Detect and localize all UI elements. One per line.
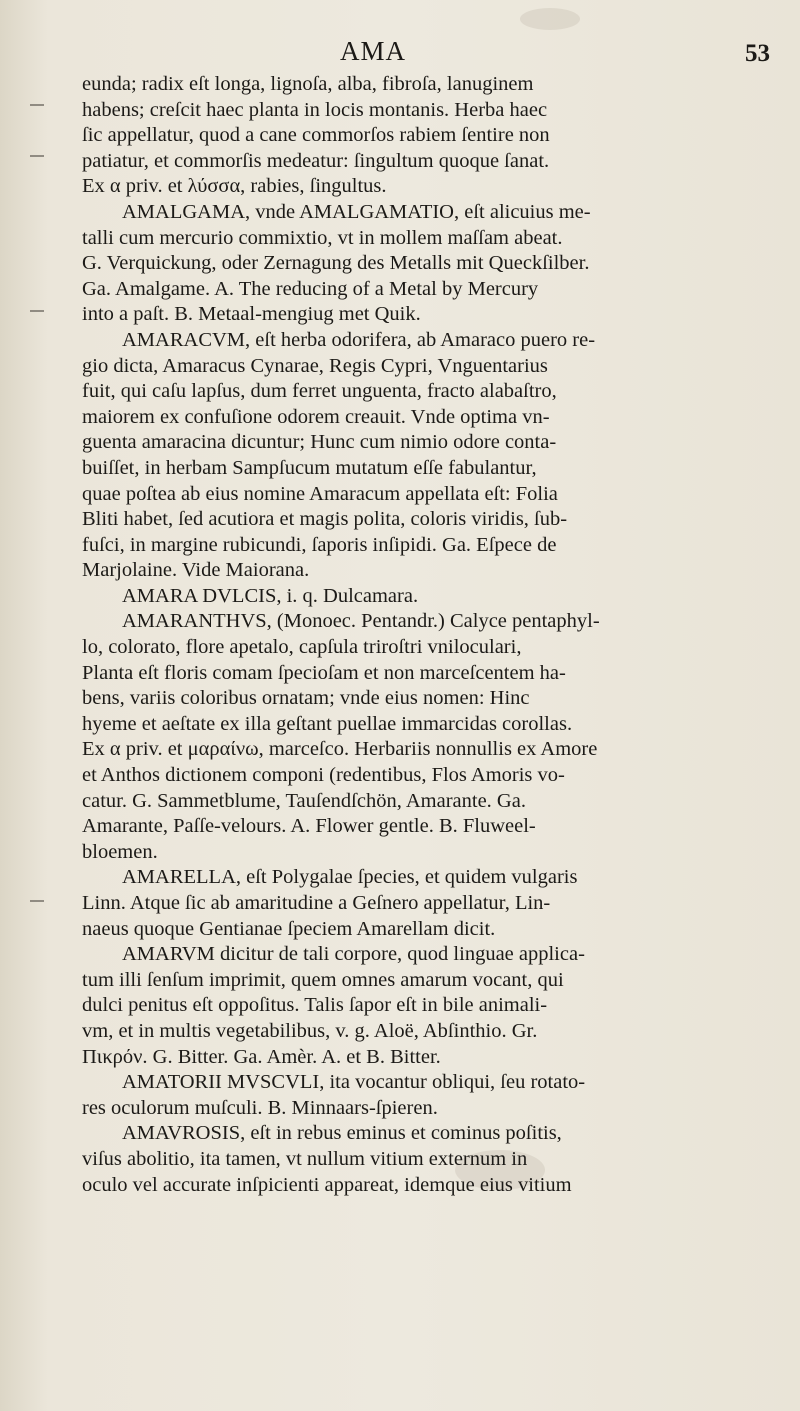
paper-stain [520,8,580,30]
text-line: into a paſt. B. Metaal-mengiug met Quik. [82,303,421,326]
text-line: tum illi ſenſum imprimit, quem omnes amarum vocant, qui [82,968,564,991]
text-line: Ex α priv. et μαραίνω, marceſco. Herbariis nonnullis ex Amore [82,738,598,761]
text-line: fuit, qui caſu lapſus, dum ferret unguenta, fracto alabaſtro, [82,380,557,403]
margin-mark [30,310,44,312]
text-line: ſic appellatur, quod a cane commorſos rabiem ſentire non [82,124,550,147]
entry-heading-line: AMAVROSIS, eſt in rebus eminus et cominus poſitis, [122,1122,562,1145]
entry-heading-line: AMARA DVLCIS, i. q. Dulcamara. [122,584,419,607]
text-line: bloemen. [82,840,158,863]
text-line: maiorem ex confuſione odorem creauit. Vnde optima vn- [82,405,550,428]
text-line: catur. G. Sammetblume, Tauſendſchön, Amarante. Ga. [82,789,526,812]
text-line: Amarante, Paſſe-velours. A. Flower gentle. B. Fluweel- [82,815,536,838]
text-line: G. Verquickung, oder Zernagung des Metalls mit Queckſilber. [82,252,590,275]
entry-heading-line: AMARELLA, eſt Polygalae ſpecies, et quidem vulgaris [122,866,578,889]
text-line: naeus quoque Gentianae ſpeciem Amarellam dicit. [82,917,496,940]
text-line: fuſci, in margine rubicundi, ſaporis inſipidi. Ga. Eſpece de [82,533,557,556]
text-line: Bliti habet, ſed acutiora et magis polita, coloris viridis, ſub- [82,508,568,531]
text-line: res oculorum muſculi. B. Minnaars-ſpieren. [82,1096,438,1119]
entry-heading-line: AMARVM dicitur de tali corpore, quod linguae applica- [122,943,585,966]
text-line: vm, et in multis vegetabilibus, v. g. Aloë, Abſinthio. Gr. [82,1019,538,1042]
entry-heading-line: AMALGAMA, vnde AMALGAMATIO, eſt alicuius me- [122,200,591,223]
running-title: AMA [340,36,407,66]
text-line: gio dicta, Amaracus Cynarae, Regis Cypri, Vnguentarius [82,354,548,377]
margin-mark [30,900,44,902]
text-line: eunda; radix eſt longa, lignoſa, alba, fibroſa, lanuginem [82,73,534,95]
running-header [0,36,800,72]
entry-heading-line: AMARANTHVS, (Monoec. Pentandr.) Calyce pentaphyl- [122,610,600,633]
text-line: bens, variis coloribus ornatam; vnde eius nomen: Hinc [82,687,530,710]
text-line: talli cum mercurio commixtio, vt in mollem maſſam abeat. [82,226,563,249]
entry-heading-line: AMATORII MVSCVLI, ita vocantur obliqui, ſeu rotato- [122,1071,586,1094]
text-line: oculo vel accurate inſpicienti appareat, idemque eius vitium [82,1173,572,1196]
text-line: Ga. Amalgame. A. The reducing of a Metal by Mercury [82,277,539,300]
margin-mark [30,104,44,106]
margin-mark [30,155,44,157]
text-line: et Anthos dictionem componi (redentibus, Flos Amoris vo- [82,764,565,787]
text-line: viſus abolitio, ita tamen, vt nullum vitium externum in [82,1147,528,1170]
text-line: Ex α priv. et λύσσα, rabies, ſingultus. [82,175,387,198]
entry-heading-line: AMARACVM, eſt herba odorifera, ab Amaraco puero re- [122,328,596,351]
text-line: buiſſet, in herbam Sampſucum mutatum eſſe fabulantur, [82,456,537,479]
text-line: patiatur, et commorſis medeatur: ſingultum quoque ſanat. [82,149,550,172]
text-line: Linn. Atque ſic ab amaritudine a Geſnero appellatur, Lin- [82,892,551,914]
page-number: 53 [745,40,770,67]
text-line: Marjolaine. Vide Maiorana. [82,559,310,582]
text-line: lo, colorato, flore apetalo, capſula triroſtri vniloculari, [82,636,522,659]
text-line: quae poſtea ab eius nomine Amaracum appellata eſt: Folia [82,482,558,505]
text-line: guenta amaracina dicuntur; Hunc cum nimio odore conta- [82,431,557,454]
text-line: Planta eſt floris comam ſpecioſam et non marceſcentem ha- [82,661,566,684]
text-line: habens; creſcit haec planta in locis montanis. Herba haec [82,98,548,121]
dictionary-text [82,72,772,1198]
text-line: hyeme et aeſtate ex illa geſtant puellae immarcidas corollas. [82,712,573,735]
text-line: dulci penitus eſt oppoſitus. Talis ſapor eſt in bile animali- [82,994,548,1017]
text-line: Πικρόν. G. Bitter. Ga. Amèr. A. et B. Bitter. [82,1045,441,1068]
